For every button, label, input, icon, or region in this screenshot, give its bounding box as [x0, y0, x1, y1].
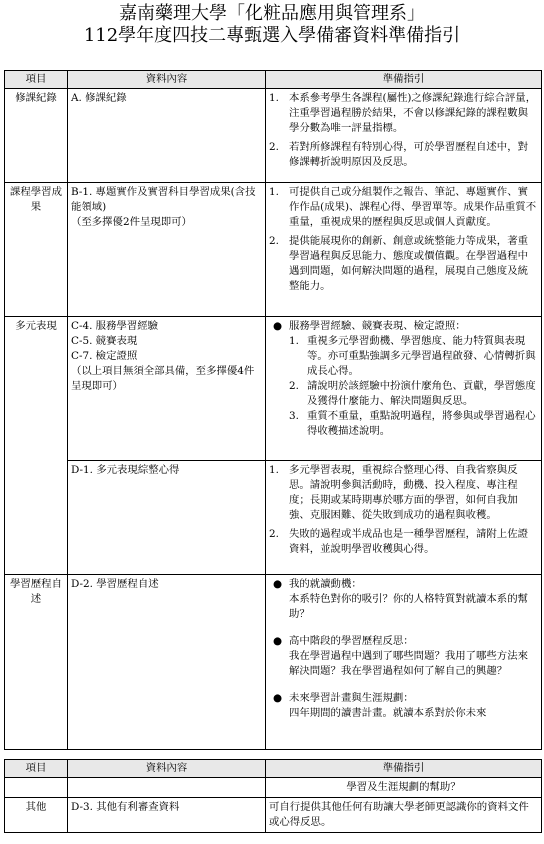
table-row	[5, 89, 542, 183]
row-item: 其他	[5, 798, 68, 833]
list-item: ● 服務學習經驗、競賽表現、檢定證照： 1. 重視多元學習動機、學習態度、能力特質與表現等。亦可重點強調多元學習過程啟發、心情轉折與成長心得。 2. 請說明於該經驗中扮演什麼角色、貢獻，學習態度及獲得什麼能力、解決問題與反思。 3. 重質不重量，重點說明過程，將參與或學習過程心得收穫描述說明。	[269, 319, 538, 439]
list-item: ● 我的就讀動機： 本系特色對你的吸引？你的人格特質對就讀本系的幫助？	[273, 578, 528, 620]
table-row	[5, 798, 542, 833]
list-item: 2. 請說明於該經驗中扮演什麼角色、貢獻，學習態度及獲得什麼能力、解決問題與反思。	[289, 380, 536, 407]
carryover-text: 學習及生涯規劃的幫助？	[266, 778, 542, 798]
bullet-icon: ●	[273, 635, 283, 647]
row-guide	[266, 183, 542, 317]
header-content: 資料內容	[68, 71, 266, 89]
row-item: 多元表現	[5, 317, 68, 575]
list-item: 2. 失敗的過程或半成品也是一種學習歷程，請附上佐證資料，並說明學習收穫與心得。	[269, 528, 528, 555]
list-item: 2. 提供能展現你的創新、創意或統整能力等成果，著重學習過程與反思能力、態度或價值觀。在學習過程中遇到問題，如何解決問題的過程，展現自己態度及統整能力。	[269, 235, 528, 292]
header-item: 項目	[5, 71, 68, 89]
table-row	[5, 317, 542, 461]
row-content: D-1. 多元表現綜整心得	[68, 461, 266, 575]
header-guide: 準備指引	[266, 71, 542, 89]
table-row	[5, 183, 542, 317]
header-content: 資料內容	[68, 760, 266, 778]
table-row	[5, 575, 542, 750]
document-subtitle: 112學年度四技二專甄選入學備審資料準備指引	[83, 25, 461, 46]
list-item: ● 高中階段的學習歷程反思： 我在學習過程中遇到了哪些問題？我用了哪些方法來解決問題？我在學習過程如何了解自己的興趣？	[273, 635, 528, 677]
row-content: D-2. 學習歷程自述	[68, 575, 266, 750]
bullet-icon: ●	[273, 320, 283, 332]
row-guide: 可自行提供其他任何有助讓大學老師更認識你的資料文件或心得反思。	[266, 798, 542, 833]
guide-table	[4, 70, 542, 750]
bullet-icon: ●	[273, 578, 283, 590]
table-row	[5, 461, 542, 575]
row-guide	[266, 317, 542, 461]
row-content: D-3. 其他有利審查資料	[68, 798, 266, 833]
guide-table-continued	[4, 759, 542, 833]
list-item: 1. 可提供自己或分組製作之報告、筆記、專題實作、實作作品(成果)、課程心得、學習單等。成果作品重質不重量，重視成果的歷程與反思或個人貢獻度。	[269, 186, 537, 228]
document-title: 嘉南藥理大學「化粧品應用與管理系」	[119, 3, 425, 24]
row-content: B-1. 專題實作及實習科目學習成果(含技能領域) （至多擇優2件呈現即可）	[68, 183, 266, 317]
header-item: 項目	[5, 760, 68, 778]
list-item: 1. 本系參考學生各課程(屬性)之修課紀錄進行綜合評量，注重學習過程勝於結果，不會以修課紀錄的課程數與學分數為唯一評量指標。	[269, 92, 537, 134]
row-item: 學習歷程自述	[5, 575, 68, 750]
row-item: 修課紀錄	[5, 89, 68, 183]
header-guide: 準備指引	[266, 760, 542, 778]
table-row	[5, 778, 542, 798]
list-item: 2. 若對所修課程有特別心得，可於學習歷程自述中，對修課轉折說明原因及反思。	[269, 141, 528, 168]
row-content: A. 修課紀錄	[68, 89, 266, 183]
table-header-row	[5, 760, 542, 778]
row-guide	[266, 575, 542, 750]
row-guide	[266, 461, 542, 575]
list-item: 1. 重視多元學習動機、學習態度、能力特質與表現等。亦可重點強調多元學習過程啟發、心情轉折與成長心得。	[289, 335, 536, 377]
row-guide	[266, 89, 542, 183]
row-content: C-4. 服務學習經驗 C-5. 競賽表現 C-7. 檢定證照 （以上項目無須全部具備，至多擇優4件呈現即可）	[68, 317, 266, 461]
list-item: 1. 多元學習表現，重視綜合整理心得、自我省察與反思。請說明參與活動時，動機、投入程度、專注程度；長期或某時期專於哪方面的學習，如何自我加強、克服困難、從失敗到成功的過程與收穫。	[269, 464, 518, 521]
list-item: 3. 重質不重量，重點說明過程，將參與或學習過程心得收穫描述說明。	[289, 410, 536, 437]
table-header-row	[5, 71, 542, 89]
row-item: 課程學習成果	[5, 183, 68, 317]
bullet-icon: ●	[273, 692, 283, 704]
list-item: ● 未來學習計畫與生涯規劃： 四年期間的讀書計畫。就讀本系對於你未來	[273, 692, 487, 719]
